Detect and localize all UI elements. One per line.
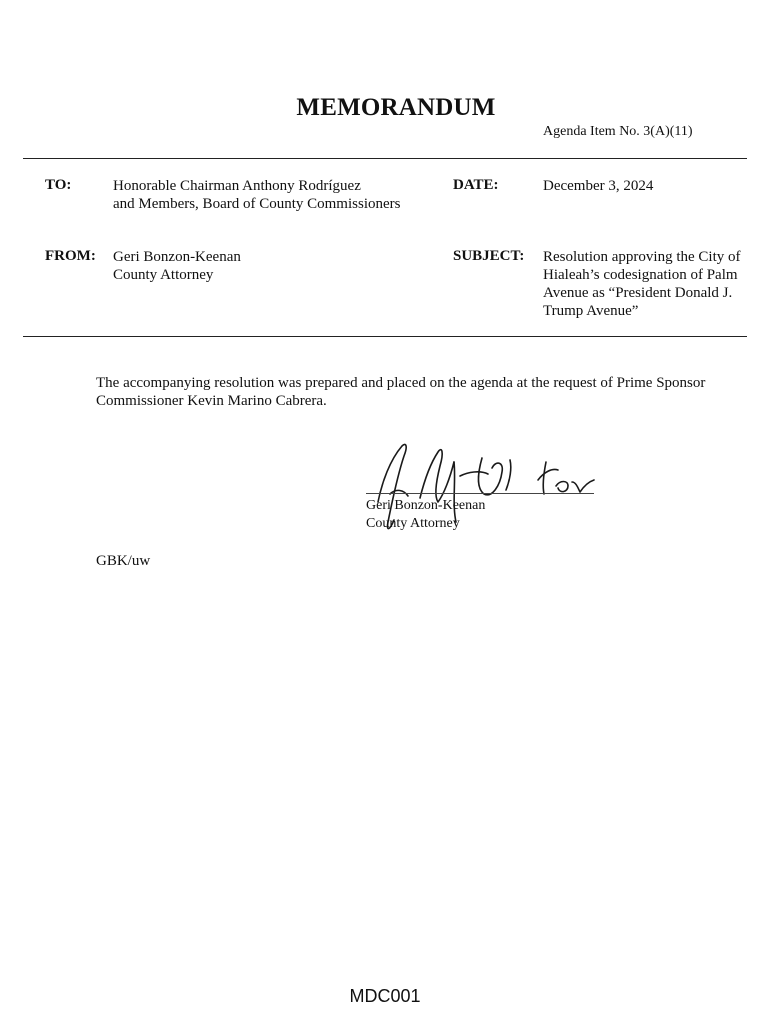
subject-text xyxy=(543,248,758,320)
date-label: DATE: xyxy=(453,177,499,193)
body-line-2: Commissioner Kevin Marino Cabrera. xyxy=(96,393,327,409)
from-label: FROM: xyxy=(45,248,96,264)
agenda-item-number: Agenda Item No. 3(A)(11) xyxy=(543,124,693,139)
top-divider xyxy=(23,158,747,159)
subject-line-1: Resolution approving the City of xyxy=(543,249,741,265)
typist-initials: GBK/uw xyxy=(96,553,151,569)
subject-line-2: Hialeah’s codesignation of Palm xyxy=(543,267,738,283)
signer-title: County Attorney xyxy=(366,516,460,531)
subject-label: SUBJECT: xyxy=(453,248,525,264)
bottom-divider xyxy=(23,336,747,337)
from-line-1: Geri Bonzon-Keenan xyxy=(113,249,241,265)
page-code: MDC001 xyxy=(349,986,421,1006)
date-value: December 3, 2024 xyxy=(543,178,654,194)
signature-block xyxy=(366,497,485,533)
body-line-1: The accompanying resolution was prepared and placed on the agenda at the request of Prime Sponsor xyxy=(96,375,706,391)
subject-line-3: Avenue as “President Donald J. xyxy=(543,285,733,301)
from-line-2: County Attorney xyxy=(113,267,214,283)
to-recipient xyxy=(113,177,400,213)
from-sender xyxy=(113,248,241,284)
to-label: TO: xyxy=(45,177,72,193)
to-line-2: and Members, Board of County Commissioners xyxy=(113,196,401,212)
signature-line xyxy=(366,493,594,494)
subject-line-4: Trump Avenue” xyxy=(543,303,639,319)
signer-name: Geri Bonzon-Keenan xyxy=(366,498,486,513)
to-line-1: Honorable Chairman Anthony Rodríguez xyxy=(113,178,361,194)
memo-body xyxy=(96,374,736,410)
memo-title: MEMORANDUM xyxy=(296,94,496,121)
